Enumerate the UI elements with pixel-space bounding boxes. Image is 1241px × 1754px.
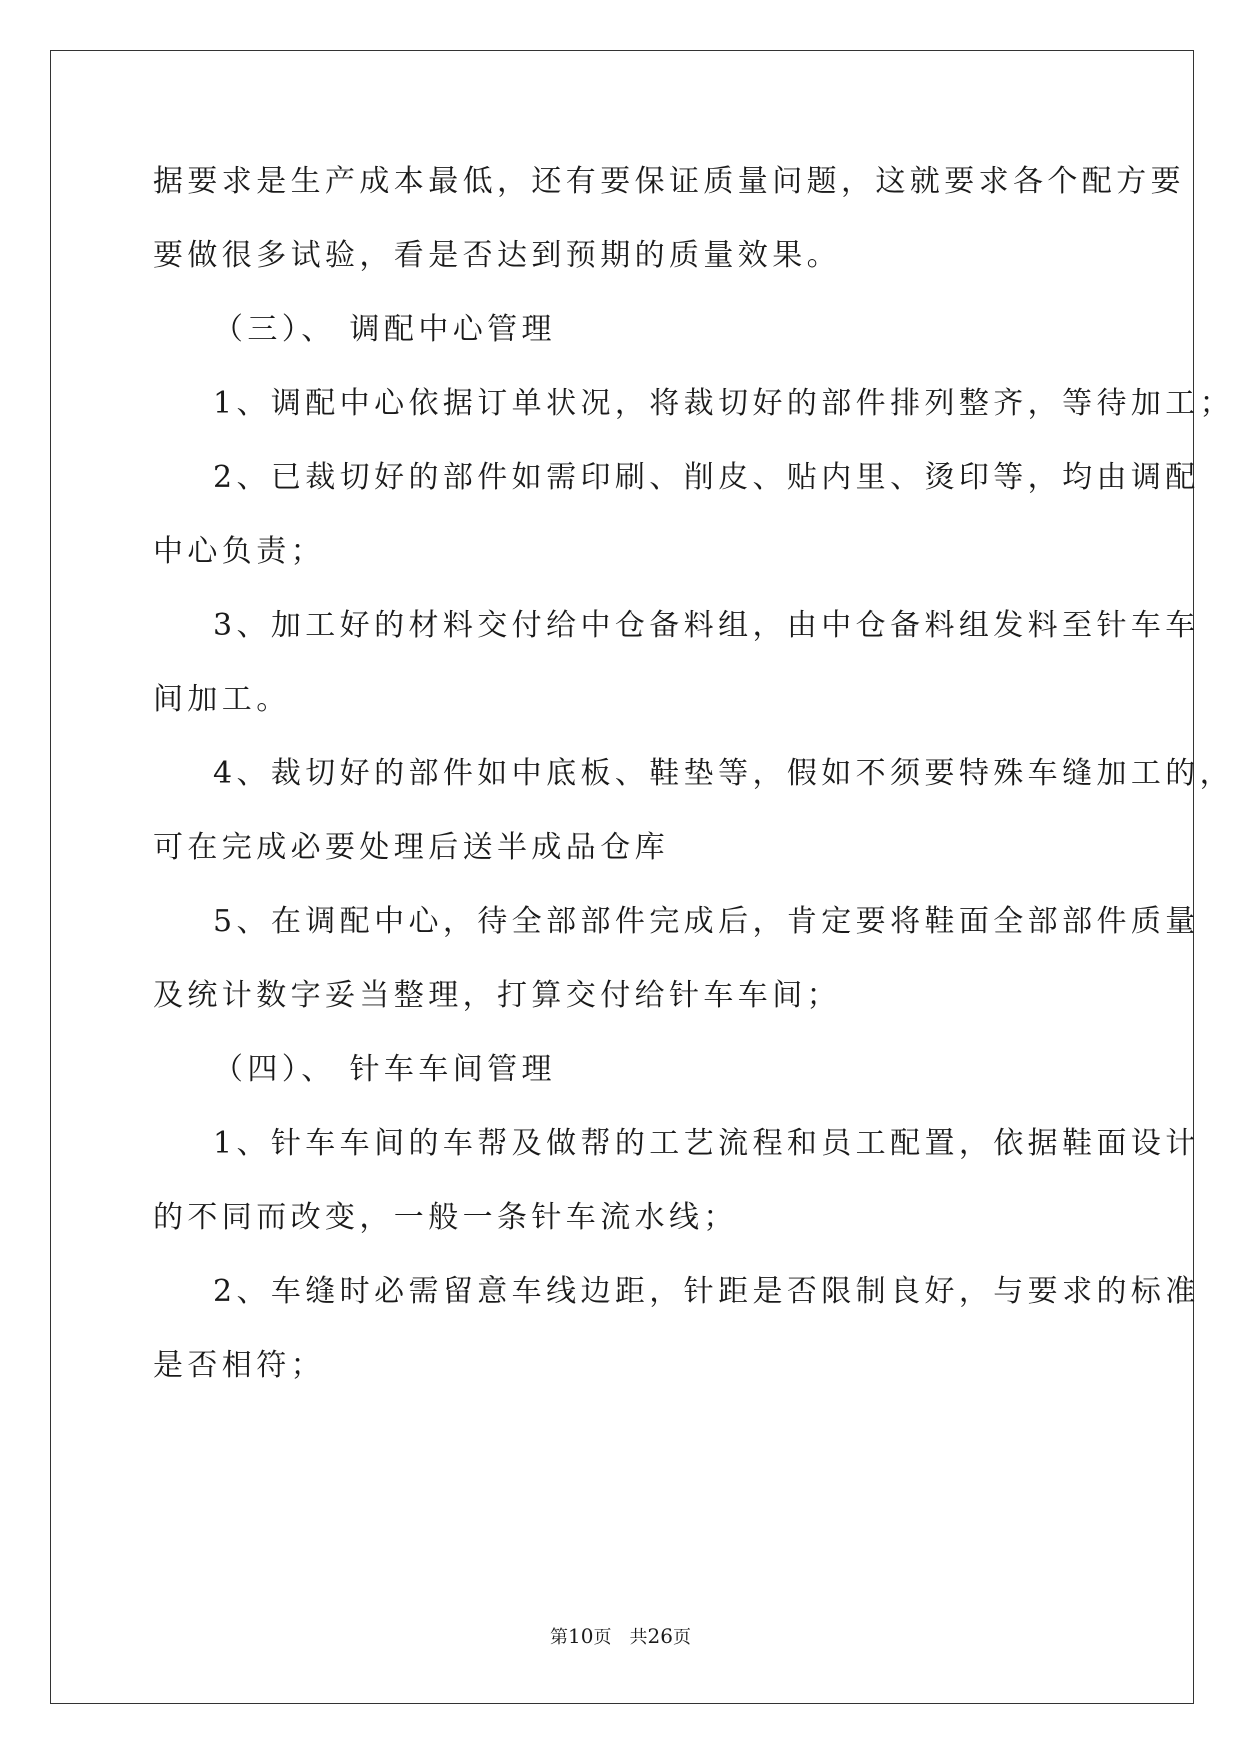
section-heading: （四）、 针车车间管理 xyxy=(213,1052,556,1087)
paragraph-line: 3、加工好的材料交付给中仓备料组，由中仓备料组发料至针车车 xyxy=(213,608,1200,643)
footer-page-number: 10 xyxy=(568,1624,594,1648)
paragraph-line: 及统计数字妥当整理，打算交付给针车车间； xyxy=(153,978,841,1013)
page-border xyxy=(50,50,1194,1704)
footer-page-suffix: 页 xyxy=(593,1627,612,1648)
paragraph-line: 2、已裁切好的部件如需印刷、削皮、贴内里、烫印等，均由调配 xyxy=(213,460,1200,495)
section-heading: （三）、 调配中心管理 xyxy=(213,312,556,347)
paragraph-line: 的不同而改变，一般一条针车流水线； xyxy=(153,1200,738,1235)
paragraph-line: 1、针车车间的车帮及做帮的工艺流程和员工配置，依据鞋面设计 xyxy=(213,1126,1200,1161)
footer-total-pages: 26 xyxy=(647,1624,673,1648)
paragraph-line: 间加工。 xyxy=(153,682,291,717)
paragraph-line: 4、裁切好的部件如中底板、鞋垫等，假如不须要特殊车缝加工的， xyxy=(213,756,1235,791)
paragraph-line: 据要求是生产成本最低，还有要保证质量问题，这就要求各个配方要 xyxy=(153,164,1185,199)
page-footer xyxy=(0,1624,1241,1650)
paragraph-line: 2、车缝时必需留意车线边距，针距是否限制良好，与要求的标准 xyxy=(213,1274,1200,1309)
paragraph-line: 可在完成必要处理后送半成品仓库 xyxy=(153,830,669,865)
paragraph-line: 1、调配中心依据订单状况，将裁切好的部件排列整齐，等待加工； xyxy=(213,386,1235,421)
paragraph-line: 要做很多试验，看是否达到预期的质量效果。 xyxy=(153,238,841,273)
footer-total-prefix: 共 xyxy=(629,1627,648,1648)
paragraph-line: 5、在调配中心，待全部部件完成后，肯定要将鞋面全部部件质量 xyxy=(213,904,1200,939)
paragraph-line: 是否相符； xyxy=(153,1348,325,1383)
footer-total-suffix: 页 xyxy=(672,1627,691,1648)
paragraph-line: 中心负责； xyxy=(153,534,325,569)
footer-page-prefix: 第 xyxy=(550,1627,569,1648)
